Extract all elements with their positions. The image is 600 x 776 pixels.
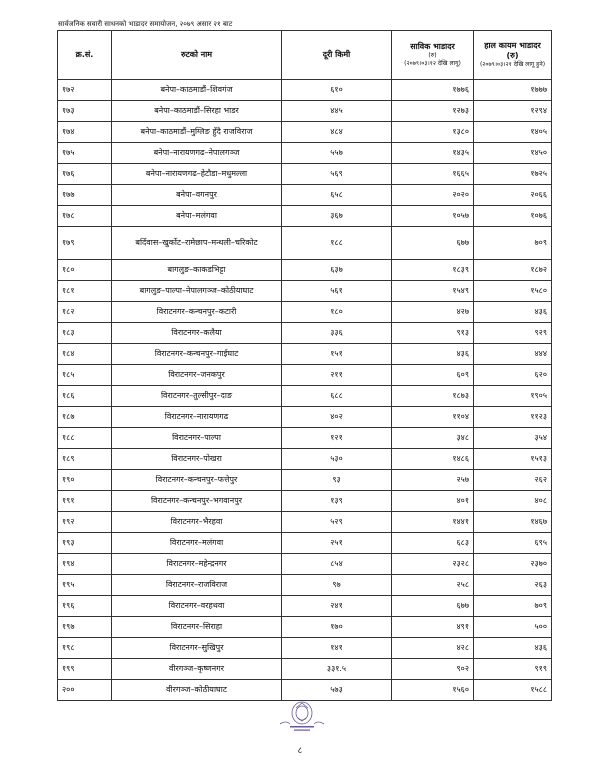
table-row [58, 206, 552, 227]
route-name-cell: विराटनगर–कन्चनपुर–गाईघाट [112, 344, 282, 365]
new-fare-cell: ४३६ [474, 638, 552, 659]
new-fare-cell: ७०९ [474, 227, 552, 260]
serial-number-cell: १९१ [58, 491, 112, 512]
new-fare-cell: १५८० [474, 281, 552, 302]
table-row [58, 533, 552, 554]
table-row [58, 365, 552, 386]
old-fare-cell: १४३५ [392, 143, 474, 164]
route-name-cell: विराटनगर–कन्चनपुर–फत्तेपुर [112, 470, 282, 491]
header-old-fare: साविक भाडादर (रु) (२०७९।०३।१२ देखि लागू) [392, 31, 474, 80]
table-row [58, 386, 552, 407]
route-name-cell: विराटनगर–मलंगवा [112, 533, 282, 554]
table-row [58, 143, 552, 164]
distance-cell: ९७ [282, 575, 392, 596]
distance-cell: ३६७ [282, 206, 392, 227]
route-name-cell: बागलुङ–पाल्पा–नेपालगञ्ज–कोठीयाघाट [112, 281, 282, 302]
header-new-fare: हाल कायम भाडादर (रु) (२०७९।०३।२१ देखि लागू हुने) [474, 31, 552, 80]
route-name-cell: विराटनगर–राजविराज [112, 575, 282, 596]
old-fare-cell: १५६० [392, 680, 474, 701]
route-name-cell: बनेपा–काठमाडौं–सिरहा भाडर [112, 101, 282, 122]
old-fare-cell: १३८० [392, 122, 474, 143]
serial-number-cell: १९५ [58, 575, 112, 596]
table-row [58, 122, 552, 143]
table-row [58, 164, 552, 185]
old-fare-cell: ४२८ [392, 638, 474, 659]
serial-number-cell: १९४ [58, 554, 112, 575]
old-fare-cell: ६८३ [392, 533, 474, 554]
new-fare-cell: १०७६ [474, 206, 552, 227]
table-row [58, 281, 552, 302]
table-row [58, 554, 552, 575]
route-name-cell: विराटनगर–महेन्द्रनगर [112, 554, 282, 575]
serial-number-cell: १७६ [58, 164, 112, 185]
serial-number-cell: १७२ [58, 80, 112, 101]
distance-cell: ५६१ [282, 281, 392, 302]
route-name-cell: बनेपा–वगनपुर [112, 185, 282, 206]
distance-cell: ६८८ [282, 386, 392, 407]
serial-number-cell: १७७ [58, 185, 112, 206]
new-fare-cell: १५८८ [474, 680, 552, 701]
table-row [58, 260, 552, 281]
new-fare-cell: १४०५ [474, 122, 552, 143]
old-fare-cell: १४८६ [392, 449, 474, 470]
new-fare-cell: ६९५ [474, 533, 552, 554]
new-fare-cell: २०६६ [474, 185, 552, 206]
new-fare-cell: ५०० [474, 617, 552, 638]
old-fare-cell: १२७३ [392, 101, 474, 122]
table-row [58, 80, 552, 101]
serial-number-cell: १७८ [58, 206, 112, 227]
route-name-cell: बागलुङ–काकडभिट्टा [112, 260, 282, 281]
serial-number-cell: २०० [58, 680, 112, 701]
new-fare-cell: १९०५ [474, 386, 552, 407]
new-fare-cell: १२९४ [474, 101, 552, 122]
route-name-cell: बनेपा–नारायणगढ–हेटौडा–मधुमल्ला [112, 164, 282, 185]
old-fare-cell: १७७६ [392, 80, 474, 101]
serial-number-cell: १९६ [58, 596, 112, 617]
route-name-cell: विराटनगर–कन्चनपुर–कटारी [112, 302, 282, 323]
table-row [58, 185, 552, 206]
distance-cell: ३३१.५ [282, 659, 392, 680]
distance-cell: १४१ [282, 638, 392, 659]
distance-cell: २४१ [282, 596, 392, 617]
serial-number-cell: १८२ [58, 302, 112, 323]
table-row [58, 617, 552, 638]
fare-table-body [58, 80, 552, 701]
route-name-cell: विराटनगर–पोखरा [112, 449, 282, 470]
distance-cell: ३३६ [282, 323, 392, 344]
route-name-cell: विराटनगर–पाल्पा [112, 428, 282, 449]
serial-number-cell: १८९ [58, 449, 112, 470]
distance-cell: ५६९ [282, 164, 392, 185]
old-fare-cell: १८३९ [392, 260, 474, 281]
distance-cell: ४०२ [282, 407, 392, 428]
distance-cell: १५१ [282, 344, 392, 365]
route-name-cell: वीरगञ्ज–कोठीयाघाट [112, 680, 282, 701]
route-name-cell: बनेपा–नारायणगढ–नेपालगञ्ज [112, 143, 282, 164]
table-row [58, 101, 552, 122]
route-name-cell: विराटनगर–तुल्सीपुर–दाङ [112, 386, 282, 407]
new-fare-cell: ४०८ [474, 491, 552, 512]
distance-cell: ५७३ [282, 680, 392, 701]
serial-number-cell: १९० [58, 470, 112, 491]
old-fare-cell: १५४९ [392, 281, 474, 302]
serial-number-cell: १८३ [58, 323, 112, 344]
new-fare-cell: १७२५ [474, 164, 552, 185]
serial-number-cell: १९७ [58, 617, 112, 638]
serial-number-cell: १८० [58, 260, 112, 281]
header-sn: क्र.सं. [58, 31, 112, 80]
route-name-cell: विराटनगर–कन्चनपुर–भगवानपुर [112, 491, 282, 512]
table-row [58, 407, 552, 428]
old-fare-cell: २५७ [392, 470, 474, 491]
route-name-cell: बर्दिवास–खुर्कोट–रामेछाप–मन्थली–चरिकोट [112, 227, 282, 260]
new-fare-cell: ४३६ [474, 302, 552, 323]
distance-cell: २११ [282, 365, 392, 386]
distance-cell: ४८४ [282, 122, 392, 143]
table-row [58, 512, 552, 533]
old-fare-cell: १६६५ [392, 164, 474, 185]
serial-number-cell: १८६ [58, 386, 112, 407]
old-fare-cell: ६७७ [392, 227, 474, 260]
table-row [58, 596, 552, 617]
route-name-cell: विराटनगर–भैरहवा [112, 512, 282, 533]
old-fare-cell: ४२७ [392, 302, 474, 323]
distance-cell: ५२९ [282, 512, 392, 533]
route-name-cell: वीरगञ्ज–कृष्णनगर [112, 659, 282, 680]
distance-cell: १८० [282, 302, 392, 323]
serial-number-cell: १७९ [58, 227, 112, 260]
distance-cell: १७० [282, 617, 392, 638]
serial-number-cell: १७३ [58, 101, 112, 122]
distance-cell: २५१ [282, 533, 392, 554]
distance-cell: ६१० [282, 80, 392, 101]
new-fare-cell: ४४४ [474, 344, 552, 365]
new-fare-cell: ९१९ [474, 659, 552, 680]
new-fare-cell: १४५० [474, 143, 552, 164]
serial-number-cell: १७५ [58, 143, 112, 164]
distance-cell: ५३० [282, 449, 392, 470]
new-fare-cell: १५१३ [474, 449, 552, 470]
header-distance: दूरी किमी [282, 31, 392, 80]
route-name-cell: विराटनगर–जनकपुर [112, 365, 282, 386]
serial-number-cell: १९३ [58, 533, 112, 554]
new-fare-cell: ६२० [474, 365, 552, 386]
distance-cell: ६५८ [282, 185, 392, 206]
distance-cell: ९३ [282, 470, 392, 491]
table-row [58, 449, 552, 470]
old-fare-cell: ३४८ [392, 428, 474, 449]
route-name-cell: बनेपा–काठमाडौं–शिवगंज [112, 80, 282, 101]
serial-number-cell: १८५ [58, 365, 112, 386]
new-fare-cell: १८७२ [474, 260, 552, 281]
old-fare-cell: ११०४ [392, 407, 474, 428]
old-fare-cell: २३२८ [392, 554, 474, 575]
table-row [58, 491, 552, 512]
document-header: सार्वजनिक सवारी साधनको भाडादर समायोजन, २०७९ असार २१ बाट [58, 20, 233, 28]
table-row [58, 575, 552, 596]
official-seal-icon [276, 698, 328, 734]
serial-number-cell: १९८ [58, 638, 112, 659]
distance-cell: ६३७ [282, 260, 392, 281]
old-fare-cell: ९०२ [392, 659, 474, 680]
new-fare-cell: १४६७ [474, 512, 552, 533]
table-row [58, 638, 552, 659]
route-name-cell: विराटनगर–सुखिपुर [112, 638, 282, 659]
new-fare-cell: ११२३ [474, 407, 552, 428]
old-fare-cell: ९१३ [392, 323, 474, 344]
table-row [58, 344, 552, 365]
distance-cell: १८८ [282, 227, 392, 260]
fare-table [57, 30, 552, 701]
table-row [58, 323, 552, 344]
header-route: रुटको नाम [112, 31, 282, 80]
old-fare-cell: २५८ [392, 575, 474, 596]
route-name-cell: विराटनगर–नारायणगढ [112, 407, 282, 428]
serial-number-cell: १९९ [58, 659, 112, 680]
new-fare-cell: २६३ [474, 575, 552, 596]
old-fare-cell: १४४१ [392, 512, 474, 533]
table-row [58, 302, 552, 323]
old-fare-cell: ६०९ [392, 365, 474, 386]
table-row [58, 428, 552, 449]
table-row [58, 227, 552, 260]
serial-number-cell: १८१ [58, 281, 112, 302]
route-name-cell: बनेपा–काठमाडौं–मुग्लिङ हुँदै राजविराज [112, 122, 282, 143]
distance-cell: १३९ [282, 491, 392, 512]
old-fare-cell: ४०१ [392, 491, 474, 512]
serial-number-cell: १९२ [58, 512, 112, 533]
serial-number-cell: १८८ [58, 428, 112, 449]
distance-cell: ५५७ [282, 143, 392, 164]
new-fare-cell: ३५४ [474, 428, 552, 449]
route-name-cell: बनेपा–मलंगवा [112, 206, 282, 227]
serial-number-cell: १७४ [58, 122, 112, 143]
route-name-cell: विराटनगर–कलैया [112, 323, 282, 344]
table-row [58, 470, 552, 491]
new-fare-cell: ९२९ [474, 323, 552, 344]
new-fare-cell: २६२ [474, 470, 552, 491]
old-fare-cell: १८७३ [392, 386, 474, 407]
route-name-cell: विराटनगर–सिराहा [112, 617, 282, 638]
distance-cell: ४४५ [282, 101, 392, 122]
new-fare-cell: ७०९ [474, 596, 552, 617]
serial-number-cell: १८७ [58, 407, 112, 428]
new-fare-cell: १७७७ [474, 80, 552, 101]
new-fare-cell: २३७० [474, 554, 552, 575]
old-fare-cell: २०२० [392, 185, 474, 206]
old-fare-cell: १०५७ [392, 206, 474, 227]
serial-number-cell: १८४ [58, 344, 112, 365]
distance-cell: ८५४ [282, 554, 392, 575]
table-header-row [58, 31, 552, 80]
old-fare-cell: ६७७ [392, 596, 474, 617]
distance-cell: १२१ [282, 428, 392, 449]
old-fare-cell: ४९१ [392, 617, 474, 638]
page-number: ८ [297, 746, 303, 756]
table-row [58, 659, 552, 680]
route-name-cell: विराटनगर–वरहथवा [112, 596, 282, 617]
old-fare-cell: ४३६ [392, 344, 474, 365]
